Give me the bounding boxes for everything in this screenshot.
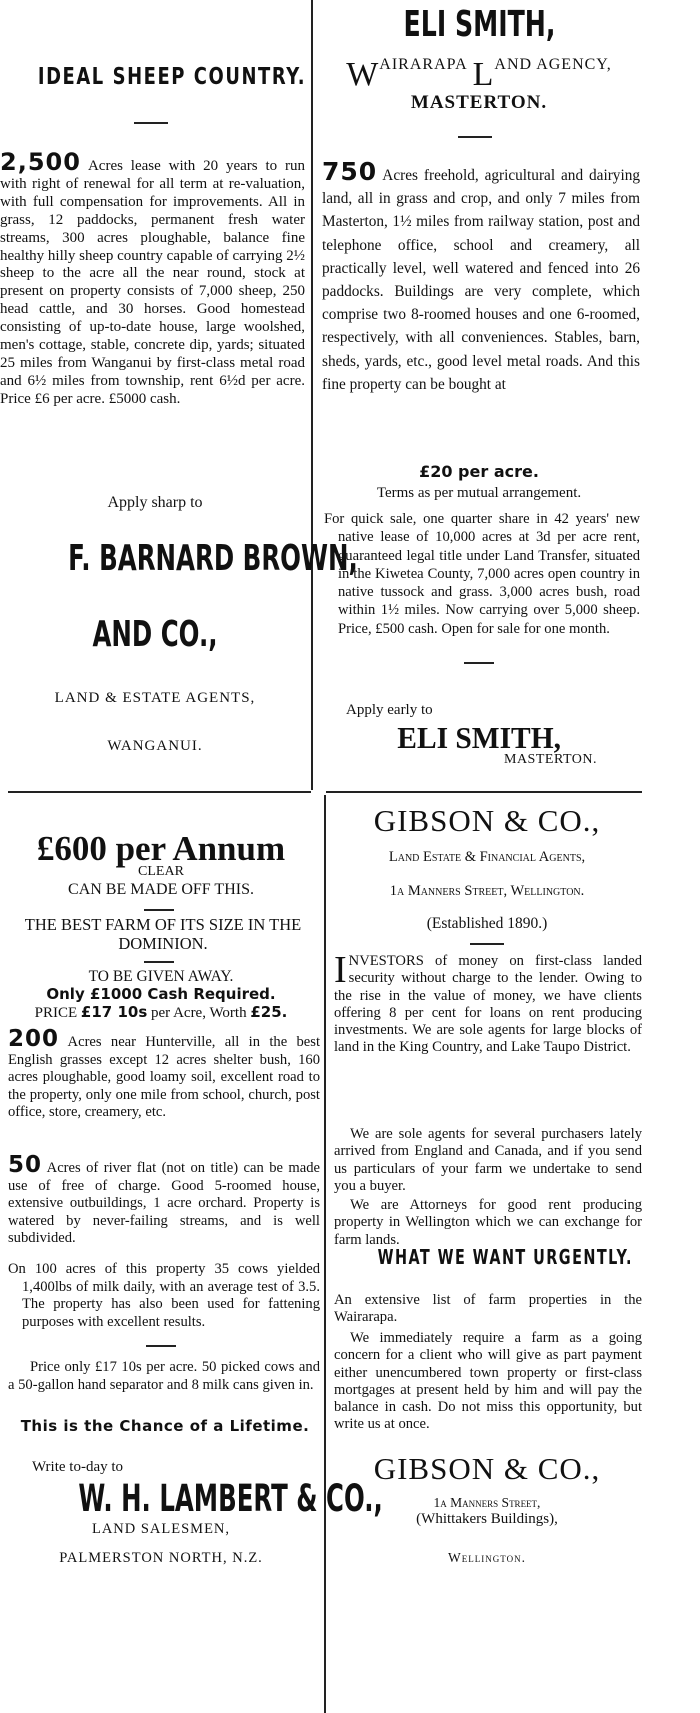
ad3-body3: On 100 acres of this property 35 cows yielded 1,400lbs of milk daily, with an average test of 3.5. The property has also been used for fattening purposes with excellent results.: [8, 1261, 320, 1330]
ad2-acres: 750: [322, 157, 378, 186]
ad2-rule: [458, 136, 492, 138]
section-divider-left: [8, 791, 311, 793]
ad1-rule: [134, 122, 168, 124]
ad3-body1: [8, 1026, 321, 1122]
ad3-body1-text: Acres near Hunterville, all in the best English grasses except 12 acres shelter bush, 160 acres ploughable, good loamy soil, excellent road to the property, only one mile from school, church, post office, store, creamery, etc.: [8, 1034, 321, 1121]
ad4-investors: [334, 949, 642, 1057]
ad1-apply: Apply sharp to: [107, 494, 203, 511]
ad3-chance: This is the Chance of a Lifetime.: [20, 1417, 310, 1435]
ad3-cash-required: Only £1000 Cash Required.: [46, 985, 276, 1003]
ad1-body-text: Acres lease with 20 years to run with right of renewal for all term at re-valuation, with full compensation for improvements. All in grass, 12 paddocks, permanent fresh water streams, 300 acres ploughable, balance fine healthy hilly sheep country capable of carrying 2½ sheep to the acre all the near round, stock at present on property consists of 7,000 sheep, 250 head cattle, and 30 horses. Good homestead consisting of up-to-date house, large woolshed, men's cottage, stable, concrete dip, yards; situated 25 miles from Wanganui by first-class metal road and 6½ miles from township, rent 6½d per acre. Price £6 per acre. £5000 cash.: [0, 158, 305, 407]
ad4-agent: GIBSON & CO.,: [373, 803, 601, 838]
ad2-agency-w: W: [346, 56, 380, 93]
ad4-footer-building: (Whittakers Buildings),: [416, 1511, 558, 1527]
ad3-rule3: [146, 1345, 176, 1347]
ad3-price-mid: per Acre, Worth: [147, 1005, 251, 1021]
ad1-role: LAND & ESTATE AGENTS,: [54, 690, 256, 706]
ad3-price-prefix: PRICE: [34, 1005, 81, 1021]
ad2-agency-mid: AIRARAPA: [379, 56, 468, 73]
ad4-attorneys: We are Attorneys for good rent producing property in Wellington which we can exchange for farm lands.: [334, 1197, 642, 1248]
ad3-write: Write to-day to: [32, 1459, 124, 1475]
ad3-can-be: CAN BE MADE OFF THIS.: [68, 881, 254, 898]
ad2-agency: [318, 56, 640, 94]
ad2-footer-town: MASTERTON.: [504, 752, 597, 767]
ad2-town: MASTERTON.: [410, 92, 548, 113]
section-divider-right: [326, 791, 642, 793]
ad3-acres1: 200: [8, 1026, 60, 1052]
ad2-agent-footer: ELI SMITH,: [397, 720, 561, 755]
ad3-price-worth: £25.: [250, 1003, 288, 1021]
column-divider-top: [311, 0, 313, 790]
ad3-agent: W. H. LAMBERT & CO.,: [78, 1477, 383, 1520]
ad4-address: 1a Manners Street, Wellington.: [389, 883, 585, 899]
ad4-investors-text: NVESTORS of money on first-class landed security without charge to the lender. Owing to the rise in the value of money, we have clients offering 8 per cent for loans on rent producing investments. We are sole agents for large blocks of land in the King Country, and Lake Taupo District.: [334, 953, 642, 1056]
ad4-role: Land Estate & Financial Agents,: [388, 849, 586, 865]
ad1-acres: 2,500: [0, 148, 81, 176]
ad2-agency-rest: AND AGENCY,: [494, 56, 612, 73]
ad4-established: (Established 1890.): [426, 915, 548, 932]
column-divider-bottom: [324, 795, 326, 1713]
ad2-rule2: [464, 662, 494, 664]
ad3-price-only: Price only £17 10s per acre. 50 picked cows and a 50-gallon hand separator and 8 milk cans given in.: [8, 1359, 320, 1393]
ad3-given-away: TO BE GIVEN AWAY.: [88, 968, 234, 985]
ad1-agent-line2: AND CO.,: [92, 614, 218, 655]
ad4-footer-street: 1a Manners Street,: [433, 1495, 541, 1510]
ad3-rule1: [144, 909, 174, 911]
ad3-headline: £600 per Annum: [36, 829, 286, 868]
ad2-body-text: Acres freehold, agricultural and dairying land, all in grass and crop, and only 7 miles from Masterton, 1½ miles from railway station, post and telephone office, school and creamery, all practically level, well watered and fenced into 26 paddocks. Buildings are very complete, which comprise two 8-roomed houses and one 6-roomed, respectively, with all conveniences. Stables, barn, sheds, yards, etc., good level metal roads. And this fine property can be bought at: [322, 167, 641, 393]
ad4-investors-cap: I: [334, 949, 347, 991]
ad4-want-headline: WHAT WE WANT URGENTLY.: [377, 1245, 633, 1269]
ad4-immediately: We immediately require a farm as a going concern for a client who will give as part payment either unencumbered town property or first-class mortgages at present held by him and will pay the balance in cash. Do not miss this opportunity, but write us at once.: [334, 1330, 642, 1433]
ad1-body: [0, 148, 305, 409]
ad4-sole-agents: We are sole agents for several purchasers lately arrived from England and Canada, and if you send us particulars of your farm we undertake to send you a buyer.: [334, 1126, 642, 1194]
ad2-terms: Terms as per mutual arrangement.: [376, 485, 582, 501]
ad4-footer-town: Wellington.: [448, 1550, 526, 1565]
ad3-price-line: [0, 1003, 322, 1022]
ad4-footer-agent: GIBSON & CO.,: [373, 1451, 601, 1486]
ad2-price: £20 per acre.: [419, 462, 539, 481]
ad2-agent: ELI SMITH,: [403, 4, 555, 45]
ad2-agency-l: L: [472, 56, 495, 93]
ad3-body2-text: Acres of river flat (not on title) can be made use of free of charge. Good 5-roomed house, extensive outbuildings, 1 acre orchard. Property is watered by never-failing streams, and is well subdivided.: [8, 1160, 321, 1247]
ad2-body: [322, 157, 641, 396]
ad3-clear: CLEAR: [138, 864, 184, 879]
ad3-body2: [8, 1152, 321, 1248]
ad3-rule2: [144, 961, 174, 963]
ad3-town: PALMERSTON NORTH, N.Z.: [59, 1550, 263, 1566]
ad1-town: WANGANUI.: [107, 738, 203, 754]
ad4-extensive: An extensive list of farm properties in the Wairarapa.: [334, 1292, 642, 1326]
ad3-price-bold: £17 10s: [80, 1003, 148, 1021]
ad3-acres2: 50: [8, 1152, 43, 1178]
ad3-role: LAND SALESMEN,: [91, 1521, 231, 1537]
ad1-headline: IDEAL SHEEP COUNTRY.: [37, 64, 307, 90]
ad2-quick-sale: For quick sale, one quarter share in 42 years' new native lease of 10,000 acres at 3d per acre rent, guaranteed legal title under Land Transfer, situated in the Kiwetea County, 7,000 acres open country in native tussock and grass. 3,000 acres bush, road within 1½ miles. Now carrying over 5,000 sheep. Price, £500 cash. Open for sale for one month.: [324, 511, 640, 637]
ad4-rule1: [470, 943, 504, 945]
ad2-apply: Apply early to: [346, 702, 433, 718]
ad1-agent-line1: F. BARNARD BROWN,: [68, 538, 358, 579]
ad3-best-farm: THE BEST FARM OF ITS SIZE IN THE DOMINION.: [24, 915, 302, 953]
